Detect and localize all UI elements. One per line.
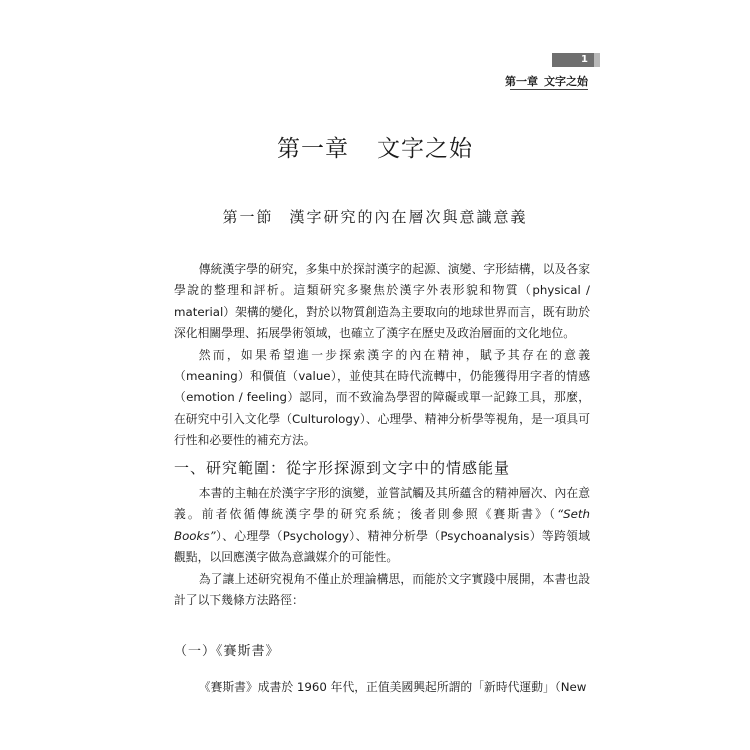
- running-header: [499, 73, 588, 89]
- paragraph-4: 為了讓上述研究視角不僅止於理論構思，而能於文字實踐中展開，本書也設計了以下幾條方法路徑：: [174, 571, 590, 608]
- section-name: 漢字研究的內在層次與意識意義: [289, 208, 528, 226]
- page-tab-accent: [594, 53, 600, 67]
- page-number: 1: [581, 54, 588, 65]
- running-header-chapter-label: 第一章: [505, 75, 538, 88]
- body-text-block-2: [174, 483, 590, 611]
- paragraph-3-part-2: ）、心理學（Psychology）、精神分析學（Psychoanalysis）等跨領域觀點，以回應漢字做為意識媒介的可能性。: [174, 528, 590, 565]
- chapter-name: 文字之始: [377, 136, 473, 162]
- running-header-chapter-name: 文字之始: [544, 75, 588, 88]
- paragraph-1: 傳統漢字學的研究，多集中於探討漢字的起源、演變、字形結構，以及各家學說的整理和評析。這類研究多聚焦於漢字外表形貌和物質（physical / material）架構的變化，對於以物質創造為主要取向的地球世界而言，既有助於深化相關學理、拓展學術領域，也確立了漢字在歷史及政治層面的文化地位。: [174, 262, 590, 341]
- paragraph-2: 然而，如果希望進一步探索漢字的內在精神，賦予其存在的意義（meaning）和價值（value），並使其在時代流轉中，仍能獲得用字者的情感（emotion / feeling）認同，而不致淪為學習的障礙或單一記錄工具，那麼，在研究中引入文化學（Culturology）、心理學、精神分析學等視角，是一項具可行性和必要性的補充方法。: [174, 347, 590, 448]
- page-number-tab: [552, 53, 600, 67]
- header-rule: [510, 89, 588, 90]
- sub-subsection-heading: （一）《賽斯書》: [174, 644, 280, 659]
- paragraph-3-part-1: 本書的主軸在於漢字字形的演變，並嘗試觸及其所蘊含的精神層次、內在意義。前者依循傳統漢字學的研究系統；後者則參照《賽斯書》（: [174, 486, 590, 522]
- section-label: 第一節: [222, 208, 274, 226]
- paragraph-3: [174, 483, 590, 569]
- paragraph-5: 《賽斯書》成書於 1960 年代，正值美國興起所謂的「新時代運動」（New: [198, 680, 587, 694]
- chapter-title: [0, 130, 750, 163]
- chapter-label: 第一章: [277, 136, 349, 162]
- section-title: [0, 206, 750, 227]
- seth-books-title: “Seth Books”: [174, 507, 590, 543]
- body-text-block-1: [174, 259, 590, 452]
- subsection-heading: 一、研究範圍：從字形探源到文字中的情感能量: [174, 459, 511, 477]
